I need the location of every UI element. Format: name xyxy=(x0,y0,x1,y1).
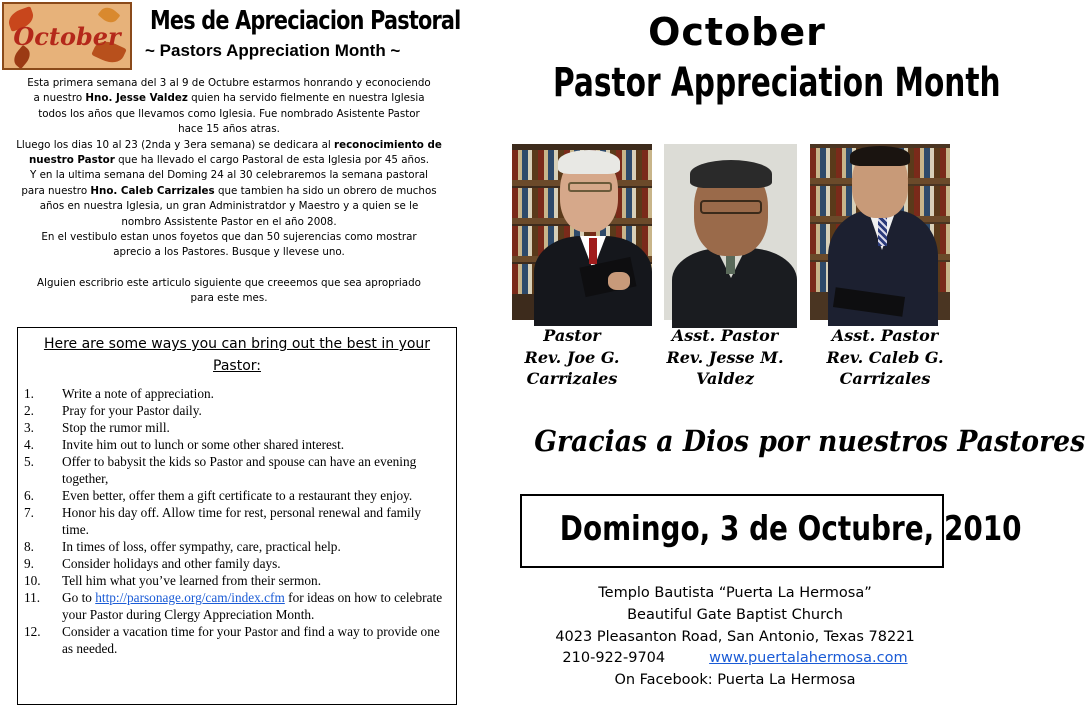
church-website-link[interactable]: www.puertalahermosa.com xyxy=(709,650,908,667)
tips-box xyxy=(17,327,457,705)
appreciation-title: Pastor Appreciation Month xyxy=(553,60,1001,106)
asst-pastor-jesse-caption: Asst. Pastor Rev. Jesse M. Valdez xyxy=(666,326,784,388)
logo-text: October xyxy=(13,22,121,51)
tip-item: 12. Consider a vacation time for your Pastor and find a way to provide one as needed. xyxy=(24,624,440,656)
intro-line: Lluego los dias 10 al 23 (2nda y 3era semana) se dedicara al reconocimiento de xyxy=(16,138,442,151)
asst-pastor-caleb-caption: Asst. Pastor Rev. Caleb G. Carrizales xyxy=(826,326,944,388)
intro-line: a nuestro Hno. Jesse Valdez quien ha servido fielmente en nuestra Iglesia xyxy=(33,92,425,105)
intro-line: para nuestro Hno. Caleb Carrizales que tambien ha sido un obrero de muchos xyxy=(21,184,437,197)
tip-item: 5. Offer to babysit the kids so Pastor and spouse can have an evening together, xyxy=(24,454,417,486)
asst-pastor-caleb-photo xyxy=(810,144,950,320)
intro-line: Esta primera semana del 3 al 9 de Octubre estarmos honrando y econociendo xyxy=(27,77,431,89)
intro-line: nuestro Pastor que ha llevado el cargo Pastoral de esta Iglesia por 45 años. xyxy=(28,154,430,167)
church-facebook: On Facebook: Puerta La Hermosa xyxy=(614,672,856,689)
church-address: 4023 Pleasanton Road, San Antonio, Texas 78221 xyxy=(555,628,915,645)
contact-line xyxy=(515,648,955,670)
intro-line: Y en la ultima semana del Doming 24 al 30 celebraremos la semana pastoral xyxy=(30,169,428,182)
tips-heading: Here are some ways you can bring out the best in your Pastor: xyxy=(43,336,431,374)
tip-item: 1. Write a note of appreciation. xyxy=(24,386,214,401)
intro-line: aprecio a los Pastores. Busque y llevese uno. xyxy=(113,246,345,259)
intro-line: años en nuestra Iglesia, un gran Administratdor y Maestro y a quien se le xyxy=(39,200,419,213)
intro-line: hace 15 años atras. xyxy=(178,123,280,136)
october-logo xyxy=(2,2,132,70)
tip-item: 11. Go to http://parsonage.org/cam/index.cfm for ideas on how to celebrate your Pastor during Clergy Appreciation Month. xyxy=(24,590,443,622)
tip-item: 2. Pray for your Pastor daily. xyxy=(24,403,202,418)
asst-pastor-jesse-photo xyxy=(664,144,797,320)
spanish-title: Mes de Apreciacion Pastoral xyxy=(150,6,461,36)
month-title: October xyxy=(648,10,826,54)
tips-list xyxy=(18,385,456,657)
pastor-caption: Pastor Rev. Joe G. Carrizales xyxy=(524,326,620,388)
tip-item: 6. Even better, offer them a gift certificate to a restaurant they enjoy. xyxy=(24,488,413,503)
tip-item: 10. Tell him what you’ve learned from their sermon. xyxy=(24,573,322,588)
intro-line: nombro Assistente Pastor en el año 2008. xyxy=(121,215,337,228)
tip-item: 7. Honor his day off. Allow time for rest, personal renewal and family time. xyxy=(24,505,422,537)
church-info xyxy=(515,583,955,692)
church-name-es: Templo Bautista “Puerta La Hermosa” xyxy=(598,585,872,601)
intro-line: Alguien escribrio este articulo siguiente que creeemos que sea apropriado xyxy=(37,276,421,289)
church-name-en: Beautiful Gate Baptist Church xyxy=(627,606,843,623)
tip-item: 4. Invite him out to lunch or some other shared interest. xyxy=(24,437,345,452)
parsonage-link[interactable]: http://parsonage.org/cam/index.cfm xyxy=(95,590,285,605)
tip-item: 9. Consider holidays and other family days. xyxy=(24,556,281,571)
intro-line: todos los años que llevamos como Iglesia. Fue nombrado Asistente Pastor xyxy=(38,107,420,120)
intro-line: para este mes. xyxy=(190,292,268,305)
english-subtitle: ~ Pastors Appreciation Month ~ xyxy=(145,41,401,60)
intro-line: En el vestibulo estan unos foyetos que dan 50 sujerencias como mostrar xyxy=(41,231,417,244)
tip-item: 3. Stop the rumor mill. xyxy=(24,420,170,435)
church-phone: 210-922-9704 xyxy=(562,650,666,667)
tip-item: 8. In times of loss, offer sympathy, care, practical help. xyxy=(24,539,341,554)
event-date: Domingo, 3 de Octubre, 2010 xyxy=(559,509,1022,549)
pastor-photo xyxy=(512,144,652,320)
intro-text xyxy=(6,76,452,307)
gracias-banner: Gracias a Dios por nuestros Pastores xyxy=(534,424,1085,458)
event-date-box xyxy=(520,494,1022,568)
